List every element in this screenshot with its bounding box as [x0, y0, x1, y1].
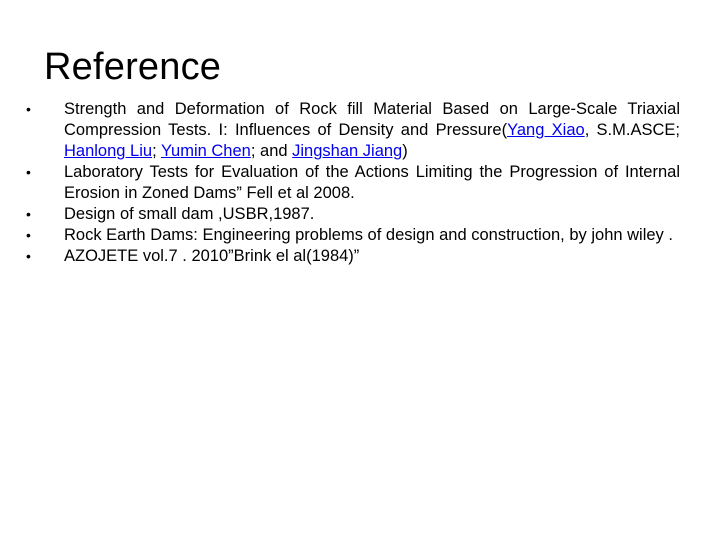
- bullet-icon: •: [26, 101, 31, 117]
- reference-text: Laboratory Tests for Evaluation of the Actions Limiting the Progression of Internal Erosion in Zoned Dams” Fell et al 2008.: [64, 163, 680, 202]
- reference-item: [26, 204, 680, 225]
- bullet-icon: •: [26, 206, 31, 222]
- author-link-yumin-chen[interactable]: Yumin Chen: [160, 142, 251, 160]
- reference-item: [26, 246, 680, 267]
- reference-text: ; and: [250, 142, 293, 160]
- reference-item: [26, 162, 680, 204]
- bullet-icon: •: [26, 248, 31, 264]
- reference-text: , S.M.ASCE;: [584, 121, 680, 139]
- author-link-jingshan-jiang[interactable]: Jingshan Jiang: [292, 142, 403, 160]
- bullet-icon: •: [26, 164, 31, 180]
- reference-text: ;: [152, 142, 161, 160]
- reference-text: AZOJETE vol.7 . 2010”Brink el al(1984)”: [64, 247, 360, 265]
- author-link-yang-xiao[interactable]: Yang Xiao: [507, 121, 585, 139]
- reference-text: ): [402, 142, 408, 160]
- reference-text: Rock Earth Dams: Engineering problems of design and construction, by john wiley .: [64, 226, 673, 244]
- reference-list: [26, 99, 680, 267]
- reference-item: [26, 99, 680, 162]
- slide-title: Reference: [44, 46, 222, 88]
- reference-text: Design of small dam ,USBR,1987.: [64, 205, 315, 223]
- reference-item: [26, 225, 680, 246]
- bullet-icon: •: [26, 227, 31, 243]
- reference-text: Strength and Deformation of Rock fill Material Based on Large-Scale Triaxial Compression Tests. I: Influences of Density and Pressure(: [64, 100, 680, 139]
- author-link-hanlong-liu[interactable]: Hanlong Liu: [64, 142, 153, 160]
